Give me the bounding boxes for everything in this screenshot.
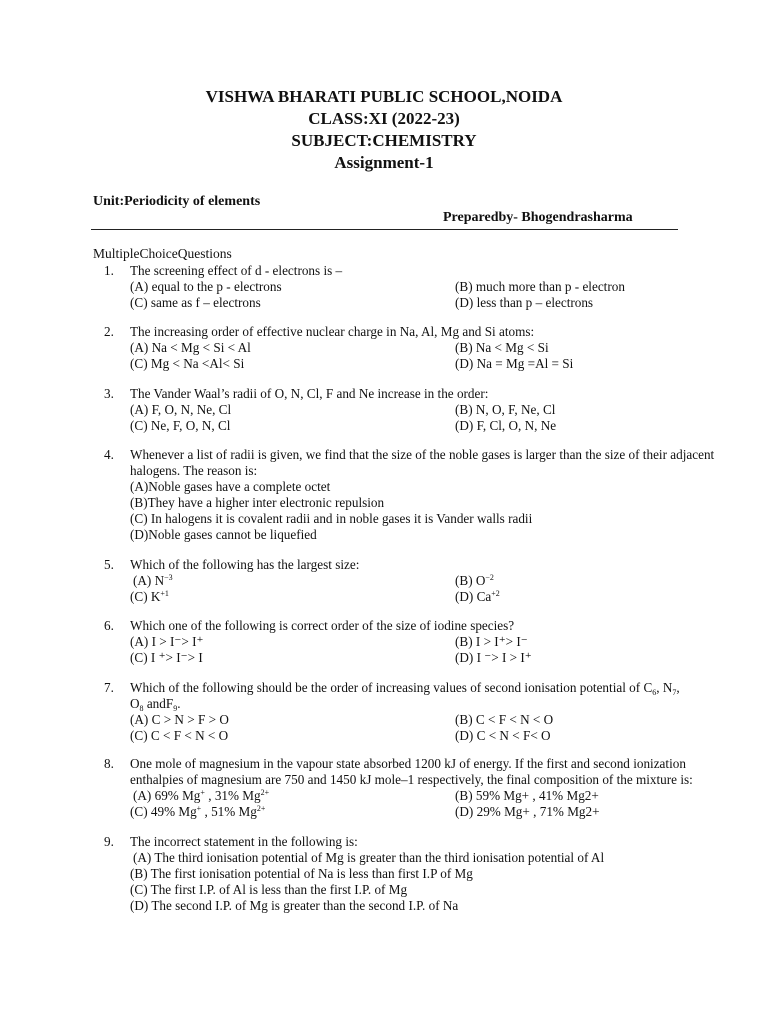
option-c: (C) The first I.P. of Al is less than the first I.P. of Mg: [130, 882, 408, 897]
option-c: (C) $K^{+1}$: [130, 589, 169, 604]
option-a: (A) $N^{-3}$: [133, 573, 173, 588]
question-stem: Which one of the following is correct order of the size of iodine species?: [130, 618, 515, 633]
question-number: 2.: [104, 324, 114, 339]
option-a: (A) The third ionisation potential of Mg is greater than the third ionisation potential of Al: [133, 850, 605, 865]
option-d: (D) C < N < F< O: [455, 728, 551, 743]
question-number: 5.: [104, 557, 114, 572]
option-d: (D) F, Cl, O, N, Ne: [455, 418, 557, 433]
question-number: 3.: [104, 386, 114, 401]
question-number: 9.: [104, 834, 114, 849]
option-c: (C) C < F < N < O: [130, 728, 229, 743]
option-c: (C) In halogens it is covalent radii and in noble gases it is Vander walls radii: [130, 511, 533, 526]
question-stem-continued: $O_8$ andF$_9$.: [130, 696, 181, 713]
document-header: [0, 86, 768, 174]
question-stem: The screening effect of d - electrons is –: [130, 263, 343, 278]
option-a: (A) I > I⁻> I⁺: [130, 634, 204, 649]
class-title: CLASS:XI (2022-23): [308, 109, 460, 128]
question-number: 6.: [104, 618, 114, 633]
option-b: (B) much more than p - electron: [455, 279, 625, 294]
prepared-by: Preparedby- Bhogendrasharma: [443, 210, 633, 225]
option-b: (B) The first ionisation potential of Na is less than first I.P of Mg: [130, 866, 473, 881]
question-stem: Which of the following has the largest size:: [130, 557, 360, 572]
option-c: (C) same as f – electrons: [130, 295, 261, 310]
option-d: (D)Noble gases cannot be liquefied: [130, 527, 317, 542]
option-a: (A) equal to the p - electrons: [130, 279, 282, 294]
option-b: (B) C < F < N < O: [455, 712, 554, 727]
option-b: (B) I > I⁺> I⁻: [455, 634, 528, 649]
option-d: (D) I ⁻> I > I⁺: [455, 650, 532, 665]
option-d: (D) less than p – electrons: [455, 295, 594, 310]
option-b: (B) 59% Mg+ , 41% Mg2+: [455, 788, 599, 803]
question-number: 1.: [104, 263, 114, 278]
question-number: 8.: [104, 756, 114, 771]
assignment-title: Assignment-1: [334, 153, 434, 172]
option-a: (A) F, O, N, Ne, Cl: [130, 402, 232, 417]
option-c: (C) Mg < Na <Al< Si: [130, 356, 245, 371]
option-c: (C) Ne, F, O, N, Cl: [130, 418, 231, 433]
unit-label: Unit:Periodicity of elements: [93, 194, 261, 209]
option-c: (C) 49% Mg+ , 51% $Mg^{2+}$: [130, 804, 266, 819]
option-b: (B) N, O, F, Ne, Cl: [455, 402, 556, 417]
question-number: 7.: [104, 680, 114, 695]
option-d: (D) Na = Mg =Al = Si: [455, 356, 574, 371]
option-d: (D) 29% Mg+ , 71% Mg2+: [455, 804, 600, 819]
question-stem: Whenever a list of radii is given, we find that the size of the noble gases is larger than the size of their adjacent halogens. The reason is:: [130, 447, 715, 478]
option-b: (B) $O^{-2}$: [455, 573, 494, 588]
question-stem: One mole of magnesium in the vapour state absorbed 1200 kJ of energy. If the first and second ionization enthalpies of magnesium are 750 and 1450 kJ mole–1 respectively, the final composition of the mixture is:: [130, 756, 693, 787]
option-a: (A) C > N > F > O: [130, 712, 229, 727]
question-stem: The Vander Waal’s radii of O, N, Cl, F and Ne increase in the order:: [130, 386, 489, 401]
question-stem: Which of the following should be the order of increasing values of second ionisation potential of $C_6$, $N_7$,: [130, 680, 680, 697]
option-a: (A) 69% Mg+ , 31% $Mg^{2+}$: [133, 788, 270, 803]
school-name: VISHWA BHARATI PUBLIC SCHOOL,NOIDA: [205, 87, 563, 106]
option-a: (A) Na < Mg < Si < Al: [130, 340, 251, 355]
question-number: 4.: [104, 447, 114, 462]
option-b: (B)They have a higher inter electronic repulsion: [130, 495, 385, 510]
question-stem: The increasing order of effective nuclear charge in Na, Al, Mg and Si atoms:: [130, 324, 535, 339]
question-stem: The incorrect statement in the following is:: [130, 834, 358, 849]
option-b: (B) Na < Mg < Si: [455, 340, 549, 355]
header-divider: [91, 229, 678, 230]
section-title: MultipleChoiceQuestions: [93, 246, 232, 261]
option-d: (D) $Ca^{+2}$: [455, 589, 500, 604]
option-d: (D) The second I.P. of Mg is greater than the second I.P. of Na: [130, 898, 459, 913]
subject-title: SUBJECT:CHEMISTRY: [291, 131, 477, 150]
option-a: (A)Noble gases have a complete octet: [130, 479, 331, 494]
option-c: (C) I ⁺> I⁻> I: [130, 650, 203, 665]
